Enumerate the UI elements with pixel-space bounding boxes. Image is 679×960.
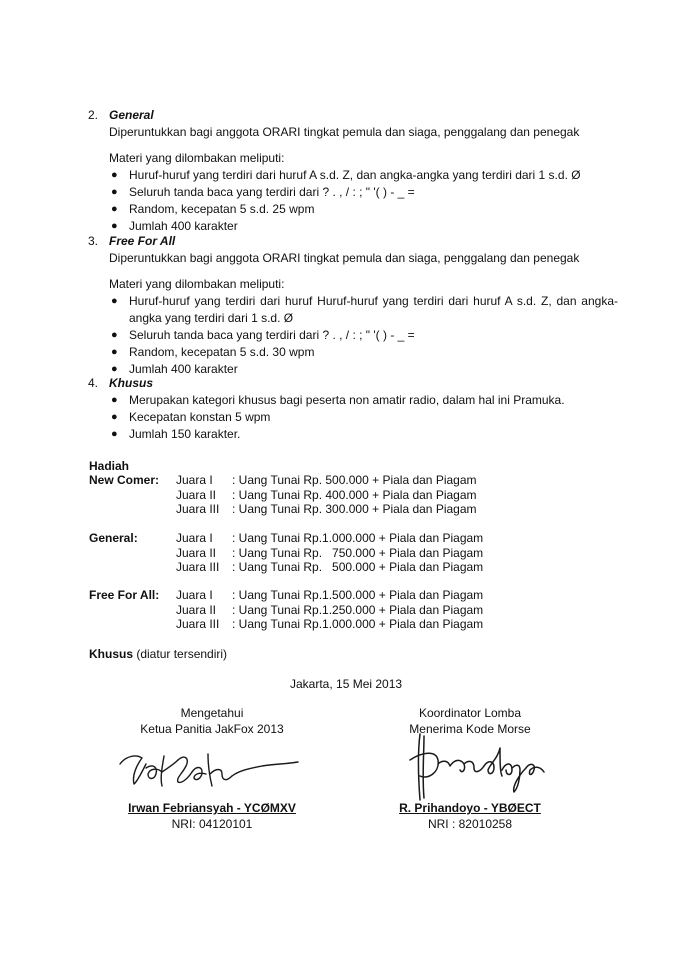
prize-row: [89, 560, 483, 575]
prize-rank: Juara I: [176, 473, 213, 487]
prize-group-free-for-all: [89, 588, 483, 632]
list-item: ● Jumlah 150 karakter.: [111, 427, 241, 441]
khusus-label: Khusus: [89, 647, 134, 661]
sig-name: R. Prihandoyo - YBØECT: [399, 801, 541, 815]
prize-desc: : Uang Tunai Rp. 500.000 + Piala dan Piagam: [232, 560, 484, 574]
section-title: Free For All: [109, 234, 176, 248]
materi-list: [109, 167, 618, 235]
section-lead: Materi yang dilombakan meliputi:: [109, 151, 285, 165]
prize-rank: Juara III: [176, 617, 220, 631]
list-item: ● Huruf-huruf yang terdiri dari huruf A s.d. Z, dan angka-angka yang terdiri dari 1 s.d. Ø: [111, 168, 581, 182]
bullet-icon: ●: [111, 203, 118, 215]
bullet-icon: ●: [111, 346, 118, 358]
khusus-list: [109, 392, 618, 443]
list-item: ● Seluruh tanda baca yang terdiri dari ? . , / : ; " '( ) - _ =: [111, 185, 415, 199]
sig-role: Mengetahui: [180, 706, 244, 720]
section-khusus: [88, 375, 618, 443]
bullet-icon: ●: [111, 394, 118, 406]
prize-row: [89, 603, 483, 618]
prize-desc: : Uang Tunai Rp.1.000.000 + Piala dan Piagam: [232, 531, 484, 545]
section-number: 2.: [88, 108, 99, 122]
prize-desc: : Uang Tunai Rp. 500.000 + Piala dan Piagam: [232, 473, 477, 487]
section-title: Khusus: [109, 376, 154, 390]
sig-title: Ketua Panitia JakFox 2013: [140, 722, 284, 736]
list-item: ● Jumlah 400 karakter: [111, 219, 238, 233]
sig-title: Menerima Kode Morse: [409, 722, 531, 736]
sig-nri: NRI : 82010258: [427, 817, 513, 831]
sig-role: Koordinator Lomba: [418, 706, 522, 720]
list-item: ● Merupakan kategori khusus bagi peserta non amatir radio, dalam hal ini Pramuka.: [111, 393, 565, 407]
prize-desc: : Uang Tunai Rp. 300.000 + Piala dan Piagam: [232, 502, 477, 516]
bullet-icon: ●: [111, 220, 118, 232]
prize-category: New Comer:: [89, 473, 160, 487]
bullet-icon: ●: [111, 428, 118, 440]
list-item: ● Kecepatan konstan 5 wpm: [111, 410, 271, 424]
prize-row: [89, 546, 483, 561]
signature-block-left: [118, 705, 306, 831]
khusus-note: [89, 646, 227, 663]
prize-row: [89, 531, 483, 546]
prize-row: [89, 473, 477, 488]
prize-rank: Juara I: [176, 588, 213, 602]
prize-row: [89, 617, 483, 632]
prize-group-new-comer: [89, 473, 477, 517]
prize-rank: Juara II: [176, 602, 217, 617]
handwritten-signature-right-icon: [402, 730, 562, 805]
prize-row: [89, 488, 477, 503]
materi-list: [109, 293, 618, 378]
handwritten-signature-left-icon: [112, 742, 312, 802]
prize-rank: Juara III: [176, 560, 220, 574]
prize-desc: : Uang Tunai Rp.1.250.000 + Piala dan Piagam: [232, 602, 484, 617]
bullet-icon: ●: [111, 329, 118, 341]
section-intro: Diperuntukkan bagi anggota ORARI tingkat pemula dan siaga, penggalang dan penegak: [109, 251, 580, 265]
prize-desc: : Uang Tunai Rp. 400.000 + Piala dan Piagam: [232, 487, 477, 502]
list-item: ● Random, kecepatan 5 s.d. 25 wpm: [111, 202, 315, 216]
sig-nri: NRI: 04120101: [171, 817, 253, 831]
bullet-icon: ●: [111, 186, 118, 198]
prize-rank: Juara III: [176, 502, 220, 516]
prize-row: [89, 588, 483, 603]
list-item: ● Random, kecepatan 5 s.d. 30 wpm: [111, 345, 315, 359]
section-general: [88, 107, 618, 235]
bullet-icon: ●: [111, 169, 118, 181]
bullet-icon: ●: [111, 295, 118, 307]
section-free-for-all: [88, 233, 618, 378]
section-title: General: [109, 108, 154, 122]
section-lead: Materi yang dilombakan meliputi:: [109, 277, 285, 291]
bullet-icon: ●: [111, 411, 118, 423]
prize-desc: : Uang Tunai Rp.1.000.000 + Piala dan Piagam: [232, 617, 484, 631]
list-item: ● Huruf-huruf yang terdiri dari huruf Huruf-huruf yang terdiri dari huruf A s.d. Z, dan angka-angka yang terdiri dari 1 s.d. Ø: [111, 294, 618, 325]
section-intro: Diperuntukkan bagi anggota ORARI tingkat pemula dan siaga, penggalang dan penegak: [109, 125, 580, 139]
document-date: Jakarta, 15 Mei 2013: [290, 677, 403, 691]
sig-name: Irwan Febriansyah - YCØMXV: [128, 801, 296, 815]
prize-rank: Juara I: [176, 531, 213, 545]
prize-desc: : Uang Tunai Rp. 750.000 + Piala dan Piagam: [232, 545, 484, 560]
prize-group-general: [89, 531, 483, 575]
section-number: 4.: [88, 376, 99, 390]
section-number: 3.: [88, 234, 99, 248]
list-item: ● Seluruh tanda baca yang terdiri dari ? . , / : ; " '( ) - _ =: [111, 328, 415, 342]
prize-desc: : Uang Tunai Rp.1.500.000 + Piala dan Piagam: [232, 588, 484, 602]
prize-row: [89, 502, 477, 517]
prize-rank: Juara II: [176, 487, 217, 502]
prize-rank: Juara II: [176, 545, 217, 560]
khusus-note-text: (diatur tersendiri): [133, 647, 228, 661]
bullet-icon: ●: [111, 363, 118, 375]
prize-category: Free For All:: [89, 588, 160, 602]
list-item: ● Jumlah 400 karakter: [111, 362, 238, 376]
prize-category: General:: [89, 531, 138, 545]
hadiah-heading: Hadiah: [89, 459, 130, 473]
